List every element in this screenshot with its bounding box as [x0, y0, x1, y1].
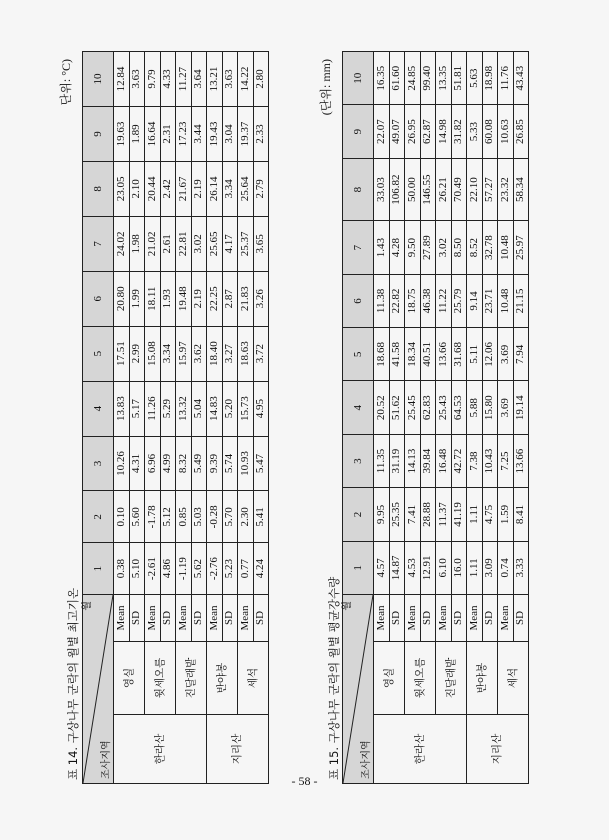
value-cell: 31.82 [451, 105, 467, 158]
stat-cell: SD [222, 595, 238, 642]
value-cell: 1.98 [129, 216, 145, 271]
stat-cell: Mean [436, 595, 452, 642]
value-cell: 5.12 [160, 491, 176, 543]
value-cell: 9.39 [207, 436, 223, 491]
value-cell: 51.81 [451, 52, 467, 105]
stat-cell: Mean [374, 595, 390, 642]
month-header: 7 [83, 216, 114, 271]
table-row [374, 52, 390, 784]
value-cell: 57.27 [482, 158, 498, 221]
stat-cell: Mean [176, 595, 192, 642]
corner-label-month: 월 [82, 601, 93, 611]
value-cell: 4.99 [160, 436, 176, 491]
value-cell: 106.82 [389, 158, 405, 221]
value-cell: 27.89 [420, 221, 436, 274]
value-cell: 5.62 [191, 543, 207, 595]
stat-cell: SD [420, 595, 436, 642]
value-cell: 18.34 [405, 328, 421, 381]
value-cell: 2.19 [191, 271, 207, 326]
table-row [467, 52, 483, 784]
value-cell: 5.70 [222, 491, 238, 543]
value-cell: 22.10 [467, 158, 483, 221]
value-cell: 10.48 [498, 221, 514, 274]
value-cell: 5.23 [222, 543, 238, 595]
value-cell: 24.85 [405, 52, 421, 105]
value-cell: 13.32 [176, 381, 192, 436]
stat-cell: Mean [207, 595, 223, 642]
stat-cell: SD [451, 595, 467, 642]
value-cell: 1.11 [467, 488, 483, 541]
region-cell: 한라산 [114, 715, 207, 784]
site-cell: 윗세오름 [405, 642, 436, 715]
table-row [207, 52, 223, 784]
value-cell: 4.75 [482, 488, 498, 541]
value-cell: 25.97 [513, 221, 529, 274]
value-cell: 22.81 [176, 216, 192, 271]
region-cell: 한라산 [374, 715, 467, 784]
value-cell: 21.15 [513, 274, 529, 327]
value-cell: 8.52 [467, 221, 483, 274]
value-cell: 5.88 [467, 381, 483, 434]
value-cell: 33.03 [374, 158, 390, 221]
value-cell: 18.68 [374, 328, 390, 381]
value-cell: 8.32 [176, 436, 192, 491]
stat-cell: Mean [238, 595, 254, 642]
value-cell: -2.61 [145, 543, 161, 595]
value-cell: 9.14 [467, 274, 483, 327]
value-cell: 4.86 [160, 543, 176, 595]
table14 [82, 51, 269, 784]
month-header: 10 [343, 52, 374, 105]
value-cell: 4.31 [129, 436, 145, 491]
value-cell: 8.41 [513, 488, 529, 541]
value-cell: 19.37 [238, 107, 254, 162]
corner-label-region: 조사지역 [361, 740, 372, 779]
value-cell: 25.79 [451, 274, 467, 327]
value-cell: 22.25 [207, 271, 223, 326]
page-number: - 58 - [291, 774, 318, 788]
value-cell: 18.75 [405, 274, 421, 327]
value-cell: 41.58 [389, 328, 405, 381]
value-cell: -1.19 [176, 543, 192, 595]
value-cell: 11.76 [498, 52, 514, 105]
value-cell: 7.94 [513, 328, 529, 381]
month-header: 6 [343, 274, 374, 327]
value-cell: 3.64 [191, 52, 207, 107]
value-cell: 2.33 [253, 107, 269, 162]
value-cell: 58.34 [513, 158, 529, 221]
value-cell: -0.28 [207, 491, 223, 543]
value-cell: 3.72 [253, 326, 269, 381]
value-cell: 21.02 [145, 216, 161, 271]
value-cell: 0.74 [498, 541, 514, 594]
value-cell: 26.14 [207, 161, 223, 216]
stat-cell: SD [191, 595, 207, 642]
month-header: 3 [83, 436, 114, 491]
corner-label-region: 조사지역 [101, 740, 112, 779]
value-cell: 16.64 [145, 107, 161, 162]
value-cell: 13.66 [513, 434, 529, 487]
rotated-content [43, 51, 563, 784]
value-cell: 23.71 [482, 274, 498, 327]
stat-cell: SD [160, 595, 176, 642]
table-row [405, 52, 421, 784]
value-cell: 1.99 [129, 271, 145, 326]
value-cell: 1.43 [374, 221, 390, 274]
value-cell: 13.21 [207, 52, 223, 107]
site-cell: 진달래밭 [176, 642, 207, 715]
month-header: 5 [343, 328, 374, 381]
value-cell: 18.40 [207, 326, 223, 381]
month-header: 8 [83, 161, 114, 216]
value-cell: 16.0 [451, 541, 467, 594]
value-cell: 23.32 [498, 158, 514, 221]
site-cell: 영실 [374, 642, 405, 715]
value-cell: 3.02 [191, 216, 207, 271]
month-header: 6 [83, 271, 114, 326]
value-cell: 4.33 [160, 52, 176, 107]
value-cell: 2.10 [129, 161, 145, 216]
stat-cell: Mean [405, 595, 421, 642]
value-cell: 5.74 [222, 436, 238, 491]
value-cell: 3.33 [513, 541, 529, 594]
month-header: 9 [83, 107, 114, 162]
stat-cell: SD [482, 595, 498, 642]
region-cell: 지리산 [467, 715, 529, 784]
value-cell: 6.10 [436, 541, 452, 594]
value-cell: 2.87 [222, 271, 238, 326]
stat-cell: SD [389, 595, 405, 642]
header-row [343, 52, 374, 784]
value-cell: 4.24 [253, 543, 269, 595]
table15-caption: 표 15. 구상나무 군락의 월별 평균강수량 [327, 576, 341, 780]
value-cell: 15.08 [145, 326, 161, 381]
value-cell: 146.55 [420, 158, 436, 221]
value-cell: 40.51 [420, 328, 436, 381]
value-cell: 5.33 [467, 105, 483, 158]
value-cell: 4.53 [405, 541, 421, 594]
month-header: 5 [83, 326, 114, 381]
value-cell: 3.34 [222, 161, 238, 216]
value-cell: 17.51 [114, 326, 130, 381]
value-cell: 18.63 [238, 326, 254, 381]
value-cell: 10.63 [498, 105, 514, 158]
stat-cell: Mean [498, 595, 514, 642]
value-cell: 61.60 [389, 52, 405, 105]
value-cell: 26.21 [436, 158, 452, 221]
value-cell: 2.80 [253, 52, 269, 107]
table15 [342, 51, 529, 784]
value-cell: 46.38 [420, 274, 436, 327]
month-header: 1 [343, 541, 374, 594]
value-cell: 31.19 [389, 434, 405, 487]
value-cell: 10.48 [498, 274, 514, 327]
value-cell: 14.87 [389, 541, 405, 594]
value-cell: 5.63 [467, 52, 483, 105]
value-cell: 6.96 [145, 436, 161, 491]
value-cell: 14.13 [405, 434, 421, 487]
site-cell: 세석 [498, 642, 529, 715]
value-cell: 1.93 [160, 271, 176, 326]
value-cell: 25.37 [238, 216, 254, 271]
value-cell: 3.26 [253, 271, 269, 326]
value-cell: 62.87 [420, 105, 436, 158]
value-cell: 1.11 [467, 541, 483, 594]
corner-header [83, 595, 114, 784]
value-cell: 20.44 [145, 161, 161, 216]
value-cell: 31.68 [451, 328, 467, 381]
site-cell: 영실 [114, 642, 145, 715]
value-cell: 20.52 [374, 381, 390, 434]
value-cell: 2.31 [160, 107, 176, 162]
value-cell: 25.64 [238, 161, 254, 216]
value-cell: 7.25 [498, 434, 514, 487]
corner-header [343, 595, 374, 784]
value-cell: 1.59 [498, 488, 514, 541]
value-cell: 5.03 [191, 491, 207, 543]
value-cell: 16.48 [436, 434, 452, 487]
value-cell: 60.08 [482, 105, 498, 158]
value-cell: 3.34 [160, 326, 176, 381]
value-cell: 4.57 [374, 541, 390, 594]
month-header: 2 [343, 488, 374, 541]
stat-cell: SD [253, 595, 269, 642]
value-cell: 70.49 [451, 158, 467, 221]
value-cell: 3.69 [498, 381, 514, 434]
value-cell: 64.53 [451, 381, 467, 434]
value-cell: 9.50 [405, 221, 421, 274]
value-cell: 14.98 [436, 105, 452, 158]
site-cell: 세석 [238, 642, 269, 715]
value-cell: 24.02 [114, 216, 130, 271]
header-row [83, 52, 114, 784]
value-cell: 14.83 [207, 381, 223, 436]
value-cell: 11.35 [374, 434, 390, 487]
value-cell: 4.17 [222, 216, 238, 271]
value-cell: 14.22 [238, 52, 254, 107]
value-cell: -2.76 [207, 543, 223, 595]
stat-cell: SD [513, 595, 529, 642]
value-cell: 2.30 [238, 491, 254, 543]
value-cell: 10.43 [482, 434, 498, 487]
value-cell: 3.69 [498, 328, 514, 381]
table-row [436, 52, 452, 784]
value-cell: 49.07 [389, 105, 405, 158]
value-cell: 1.89 [129, 107, 145, 162]
month-header: 4 [343, 381, 374, 434]
value-cell: 43.43 [513, 52, 529, 105]
table-row [176, 52, 192, 784]
table14-caption: 표 14. 구상나무 군락의 월별 최고기온 [66, 587, 80, 780]
value-cell: 7.41 [405, 488, 421, 541]
value-cell: 9.95 [374, 488, 390, 541]
value-cell: 25.65 [207, 216, 223, 271]
value-cell: 2.79 [253, 161, 269, 216]
value-cell: 3.04 [222, 107, 238, 162]
value-cell: 3.44 [191, 107, 207, 162]
value-cell: 8.50 [451, 221, 467, 274]
value-cell: 18.11 [145, 271, 161, 326]
value-cell: 17.23 [176, 107, 192, 162]
value-cell: 3.65 [253, 216, 269, 271]
value-cell: 32.78 [482, 221, 498, 274]
value-cell: 3.02 [436, 221, 452, 274]
value-cell: 99.40 [420, 52, 436, 105]
site-cell: 진달래밭 [436, 642, 467, 715]
region-cell: 지리산 [207, 715, 269, 784]
value-cell: 42.72 [451, 434, 467, 487]
value-cell: 19.63 [114, 107, 130, 162]
value-cell: 28.88 [420, 488, 436, 541]
month-header: 7 [343, 221, 374, 274]
value-cell: 15.80 [482, 381, 498, 434]
month-header: 10 [83, 52, 114, 107]
value-cell: 25.35 [389, 488, 405, 541]
value-cell: 3.62 [191, 326, 207, 381]
table-row [498, 52, 514, 784]
stat-cell: SD [129, 595, 145, 642]
value-cell: 22.82 [389, 274, 405, 327]
table-row [145, 52, 161, 784]
value-cell: 10.26 [114, 436, 130, 491]
value-cell: 5.60 [129, 491, 145, 543]
stat-cell: Mean [467, 595, 483, 642]
value-cell: 5.20 [222, 381, 238, 436]
month-header: 8 [343, 158, 374, 221]
value-cell: 5.10 [129, 543, 145, 595]
stat-cell: Mean [114, 595, 130, 642]
value-cell: 5.29 [160, 381, 176, 436]
value-cell: 5.47 [253, 436, 269, 491]
site-cell: 윗세오름 [145, 642, 176, 715]
value-cell: 19.14 [513, 381, 529, 434]
value-cell: 12.06 [482, 328, 498, 381]
value-cell: 0.10 [114, 491, 130, 543]
month-header: 9 [343, 105, 374, 158]
value-cell: 12.84 [114, 52, 130, 107]
table-row [114, 52, 130, 784]
value-cell: 0.85 [176, 491, 192, 543]
value-cell: -1.78 [145, 491, 161, 543]
month-header: 2 [83, 491, 114, 543]
value-cell: 5.49 [191, 436, 207, 491]
value-cell: 50.00 [405, 158, 421, 221]
value-cell: 26.95 [405, 105, 421, 158]
value-cell: 2.61 [160, 216, 176, 271]
value-cell: 9.79 [145, 52, 161, 107]
value-cell: 13.83 [114, 381, 130, 436]
value-cell: 5.17 [129, 381, 145, 436]
value-cell: 3.63 [222, 52, 238, 107]
value-cell: 22.07 [374, 105, 390, 158]
value-cell: 25.43 [436, 381, 452, 434]
value-cell: 41.19 [451, 488, 467, 541]
value-cell: 62.83 [420, 381, 436, 434]
value-cell: 23.05 [114, 161, 130, 216]
table-row [238, 52, 254, 784]
month-header: 3 [343, 434, 374, 487]
month-header: 1 [83, 543, 114, 595]
value-cell: 19.48 [176, 271, 192, 326]
table15-unit: (단위: mm) [319, 59, 333, 116]
month-header: 4 [83, 381, 114, 436]
stat-cell: Mean [145, 595, 161, 642]
value-cell: 5.41 [253, 491, 269, 543]
value-cell: 12.91 [420, 541, 436, 594]
landscape-content [43, 51, 563, 784]
value-cell: 26.85 [513, 105, 529, 158]
value-cell: 11.22 [436, 274, 452, 327]
site-cell: 반야봉 [467, 642, 498, 715]
value-cell: 3.63 [129, 52, 145, 107]
value-cell: 21.67 [176, 161, 192, 216]
value-cell: 16.35 [374, 52, 390, 105]
value-cell: 5.04 [191, 381, 207, 436]
value-cell: 21.83 [238, 271, 254, 326]
value-cell: 13.35 [436, 52, 452, 105]
value-cell: 2.42 [160, 161, 176, 216]
value-cell: 51.62 [389, 381, 405, 434]
value-cell: 4.28 [389, 221, 405, 274]
value-cell: 10.93 [238, 436, 254, 491]
value-cell: 3.09 [482, 541, 498, 594]
value-cell: 3.27 [222, 326, 238, 381]
table14-unit: 단위: °C) [59, 59, 73, 106]
value-cell: 2.19 [191, 161, 207, 216]
value-cell: 11.27 [176, 52, 192, 107]
value-cell: 15.97 [176, 326, 192, 381]
value-cell: 11.26 [145, 381, 161, 436]
value-cell: 0.77 [238, 543, 254, 595]
value-cell: 20.80 [114, 271, 130, 326]
value-cell: 4.95 [253, 381, 269, 436]
value-cell: 0.38 [114, 543, 130, 595]
site-cell: 반야봉 [207, 642, 238, 715]
value-cell: 19.43 [207, 107, 223, 162]
value-cell: 25.45 [405, 381, 421, 434]
value-cell: 13.66 [436, 328, 452, 381]
value-cell: 5.11 [467, 328, 483, 381]
value-cell: 15.73 [238, 381, 254, 436]
value-cell: 2.99 [129, 326, 145, 381]
value-cell: 39.84 [420, 434, 436, 487]
corner-label-month: 월 [342, 601, 353, 611]
value-cell: 7.38 [467, 434, 483, 487]
value-cell: 18.98 [482, 52, 498, 105]
value-cell: 11.38 [374, 274, 390, 327]
value-cell: 11.37 [436, 488, 452, 541]
